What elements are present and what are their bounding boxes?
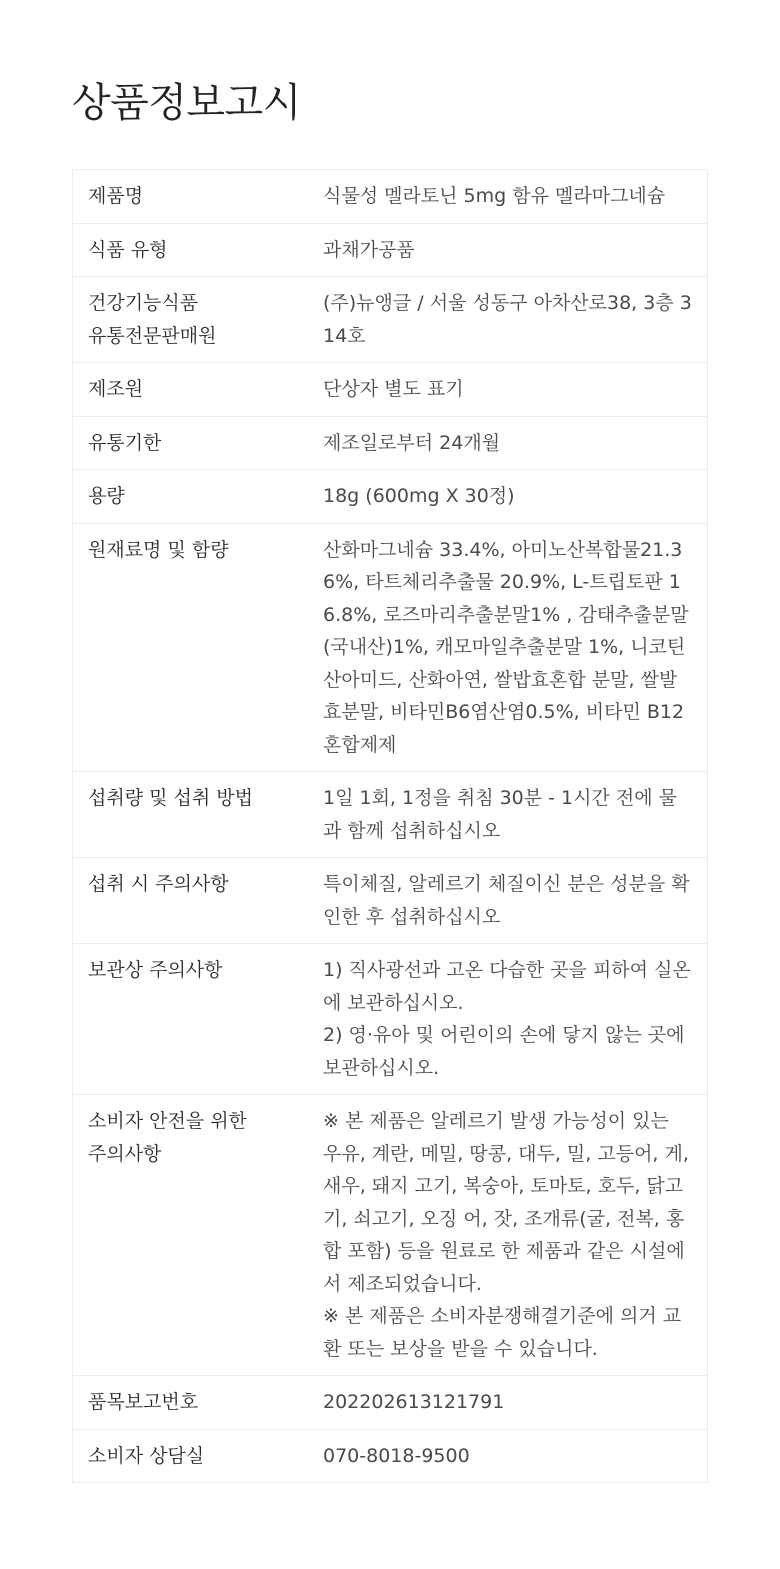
row-value: 1일 1회, 1정을 취침 30분 - 1시간 전에 물과 함께 섭취하십시오 (323, 787, 677, 842)
row-value: 과채가공품 (323, 238, 415, 261)
row-value: 18g (600mg X 30정) (323, 485, 515, 507)
row-label: 섭취 시 주의사항 (88, 873, 229, 895)
row-capacity (73, 469, 707, 523)
row-ingredients (73, 523, 707, 772)
row-label: 품목보고번호 (88, 1391, 199, 1413)
row-value: 제조일로부터 24개월 (323, 431, 501, 454)
row-distributor (73, 276, 707, 362)
row-expiration (73, 416, 707, 470)
row-storage-caution (73, 943, 707, 1094)
row-manufacturer (73, 362, 707, 416)
row-label: 제조원 (88, 378, 144, 400)
row-label: 용량 (88, 485, 125, 507)
row-consumer-center (73, 1429, 707, 1483)
row-label: 원재료명 및 함량 (88, 538, 229, 561)
row-intake-method (73, 771, 707, 857)
page-title: 상품정보고시 (72, 80, 301, 126)
row-label: 식품 유형 (88, 238, 168, 261)
row-label: 보관상 주의사항 (88, 959, 223, 981)
row-value: 단상자 별도 표기 (323, 378, 464, 400)
row-label: 건강기능식품 유통전문판매원 (88, 292, 217, 347)
row-food-type (73, 223, 707, 277)
row-value: 식물성 멜라토닌 5mg 함유 멜라마그네슘 (323, 185, 666, 207)
row-value: 특이체질, 알레르기 체질이신 분은 성분을 확인한 후 섭취하십시오 (323, 873, 690, 928)
row-value: (주)뉴앵글 / 서울 성동구 아차산로38, 3층 314호 (323, 292, 692, 347)
row-value: 202202613121791 (323, 1391, 505, 1413)
row-value: ※ 본 제품은 알레르기 발생 가능성이 있는 우유, 계란, 메밀, 땅콩, 대두, 밀, 고등어, 게, 새우, 돼지 고기, 복숭아, 토마토, 호두, 닭고기, 쇠고기, 오징 어, 잣, 조개류(굴, 전복, 홍합 포함) 등을 원료로 한 제품과 같은 시설에서 제조되었습니다. ※ 본 제품은 소비자분쟁해결기준에 의거 교환 또는 보상을 받을 수 있습니다. (323, 1110, 689, 1360)
row-value: 산화마그네슘 33.4%, 아미노산복합물21.36%, 타트체리추출물 20.9%, L-트립토판 16.8%, 로즈마리추출분말1% , 감태추출분말(국내산)1%, 캐모마일추출분말 1%, 니코틴산아미드, 산화아연, 쌀밥효혼합 분말, 쌀발효분말, 비타민B6염산염0.5%, 비타민 B12혼합제제 (323, 538, 689, 756)
product-info-table (72, 169, 708, 1483)
row-label: 섭취량 및 섭취 방법 (88, 787, 253, 809)
row-report-number (73, 1375, 707, 1429)
row-label: 유통기한 (88, 431, 162, 454)
row-label: 소비자 안전을 위한 주의사항 (88, 1110, 247, 1165)
row-value: 1) 직사광선과 고온 다습한 곳을 피하여 실온에 보관하십시오. 2) 영·유아 및 어린이의 손에 닿지 않는 곳에 보관하십시오. (323, 959, 691, 1079)
row-label: 소비자 상담실 (88, 1444, 205, 1467)
row-label: 제품명 (88, 185, 144, 207)
row-value: 070-8018-9500 (323, 1444, 470, 1467)
row-intake-caution (73, 857, 707, 943)
row-product-name (73, 170, 707, 223)
row-consumer-safety (73, 1094, 707, 1375)
